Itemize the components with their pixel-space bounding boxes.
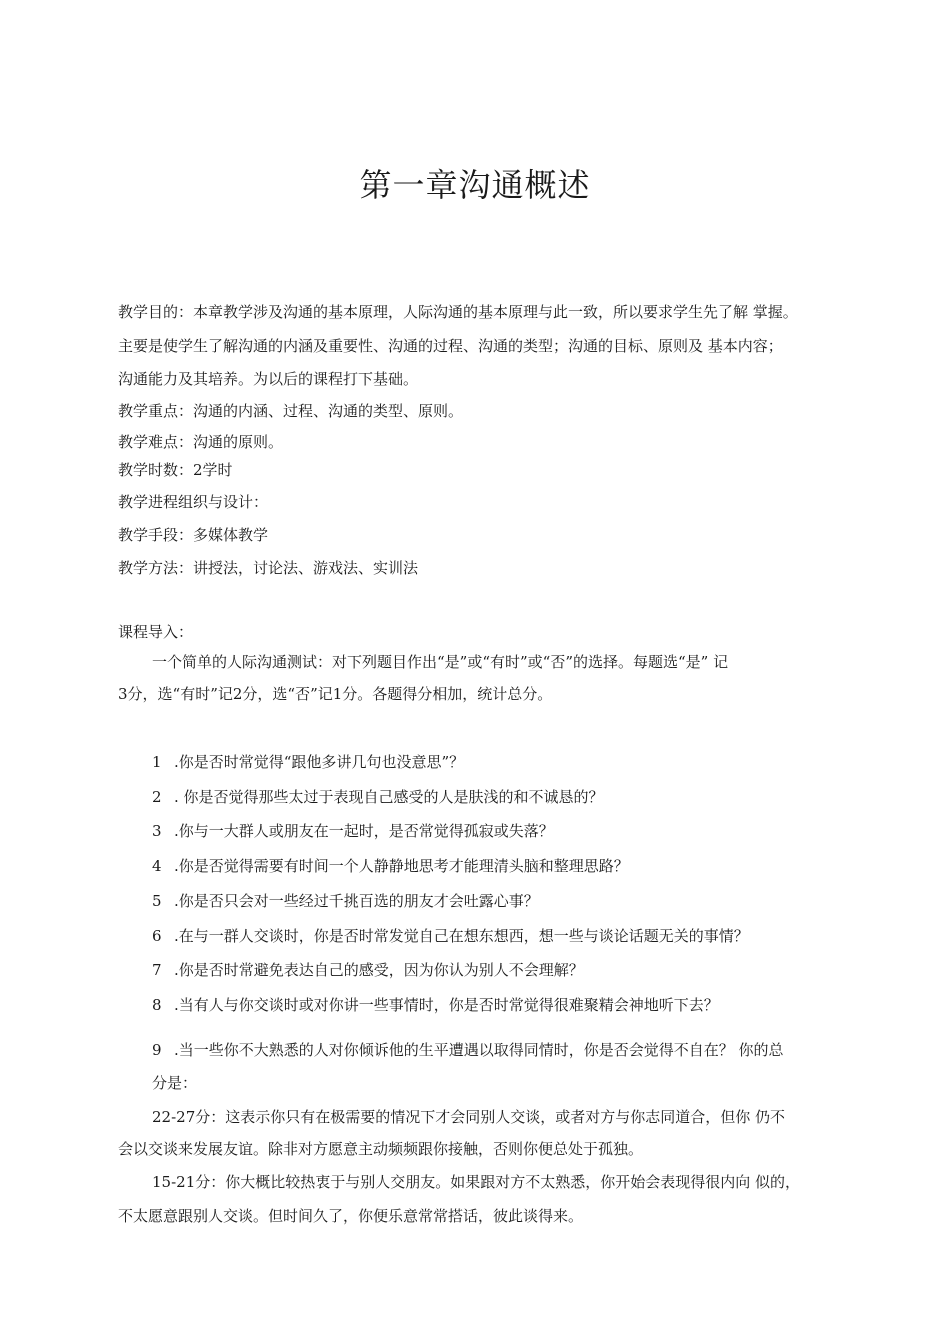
question-item xyxy=(152,1040,784,1060)
question-item xyxy=(152,787,604,807)
result-line: 不太愿意跟别人交谈。但时间久了，你便乐意常常搭话，彼此谈得来。 xyxy=(118,1207,584,1225)
key-points: 教学重点：沟通的内涵、过程、沟通的类型、原则。 xyxy=(118,402,464,420)
question-item xyxy=(152,926,749,946)
question-number: 6 xyxy=(152,927,162,945)
question-number: 2 xyxy=(152,788,162,806)
teaching-process: 教学进程组织与设计： xyxy=(118,493,269,511)
question-item xyxy=(152,891,539,911)
intro-heading: 课程导入： xyxy=(118,623,194,641)
teaching-means: 教学手段：多媒体教学 xyxy=(118,526,269,544)
question-number: 8 xyxy=(152,996,162,1014)
teaching-methods: 教学方法：讲授法，讨论法、游戏法、实训法 xyxy=(118,559,419,577)
question-continuation: 分是： xyxy=(152,1074,198,1092)
question-text: .你是否时常觉得“跟他多讲几句也没意思”？ xyxy=(174,753,465,771)
question-text: .当一些你不大熟悉的人对你倾诉他的生平遭遇以取得同情时，你是否会觉得不自在？ 你的总 xyxy=(174,1041,784,1059)
result-line: 22-27分：这表示你只有在极需要的情况下才会同别人交谈，或者对方与你志同道合，但你 仍不 xyxy=(152,1108,786,1126)
teaching-hours: 教学时数：2学时 xyxy=(118,461,233,479)
intro-line: 3分，选“有时”记2分，选“否”记1分。各题得分相加，统计总分。 xyxy=(118,685,553,703)
question-item xyxy=(152,856,629,876)
question-text: .你是否只会对一些经过千挑百选的朋友才会吐露心事？ xyxy=(174,892,539,910)
question-item xyxy=(152,752,464,772)
intro-line: 一个简单的人际沟通测试：对下列题目作出“是”或“有时”或“否”的选择。每题选“是” 记 xyxy=(152,653,729,671)
question-number: 9 xyxy=(152,1041,162,1059)
question-text: .你是否时常避免表达自己的感受，因为你认为别人不会理解？ xyxy=(174,961,584,979)
question-number: 3 xyxy=(152,822,162,840)
question-number: 4 xyxy=(152,857,162,875)
page-title: 第一章沟通概述 xyxy=(359,166,591,204)
question-number: 5 xyxy=(152,892,162,910)
result-line: 会以交谈来发展友谊。除非对方愿意主动频频跟你接触，否则你便总处于孤独。 xyxy=(118,1140,644,1158)
question-item xyxy=(152,960,584,980)
objective-line: 教学目的：本章教学涉及沟通的基本原理，人际沟通的基本原理与此一致，所以要求学生先了解 掌握。 xyxy=(118,303,798,321)
question-number: 7 xyxy=(152,961,162,979)
question-text: . 你是否觉得那些太过于表现自己感受的人是肤浅的和不诚恳的？ xyxy=(174,788,604,806)
question-number: 1 xyxy=(152,753,162,771)
question-item xyxy=(152,995,719,1015)
result-line: 15-21分：你大概比较热衷于与别人交朋友。如果跟对方不太熟悉，你开始会表现得很内向 似的， xyxy=(152,1173,801,1191)
question-text: .在与一群人交谈时，你是否时常发觉自己在想东想西，想一些与谈论话题无关的事情？ xyxy=(174,927,749,945)
question-text: .当有人与你交谈时或对你讲一些事情时，你是否时常觉得很难聚精会神地听下去？ xyxy=(174,996,719,1014)
objective-line: 主要是使学生了解沟通的内涵及重要性、沟通的过程、沟通的类型；沟通的目标、原则及 基本内容； xyxy=(118,337,783,355)
question-item xyxy=(152,821,554,841)
difficulties: 教学难点：沟通的原则。 xyxy=(118,433,284,451)
question-text: .你与一大群人或朋友在一起时，是否常觉得孤寂或失落？ xyxy=(174,822,554,840)
question-text: .你是否觉得需要有时间一个人静静地思考才能理清头脑和整理思路？ xyxy=(174,857,629,875)
objective-line: 沟通能力及其培养。为以后的课程打下基础。 xyxy=(118,370,419,388)
